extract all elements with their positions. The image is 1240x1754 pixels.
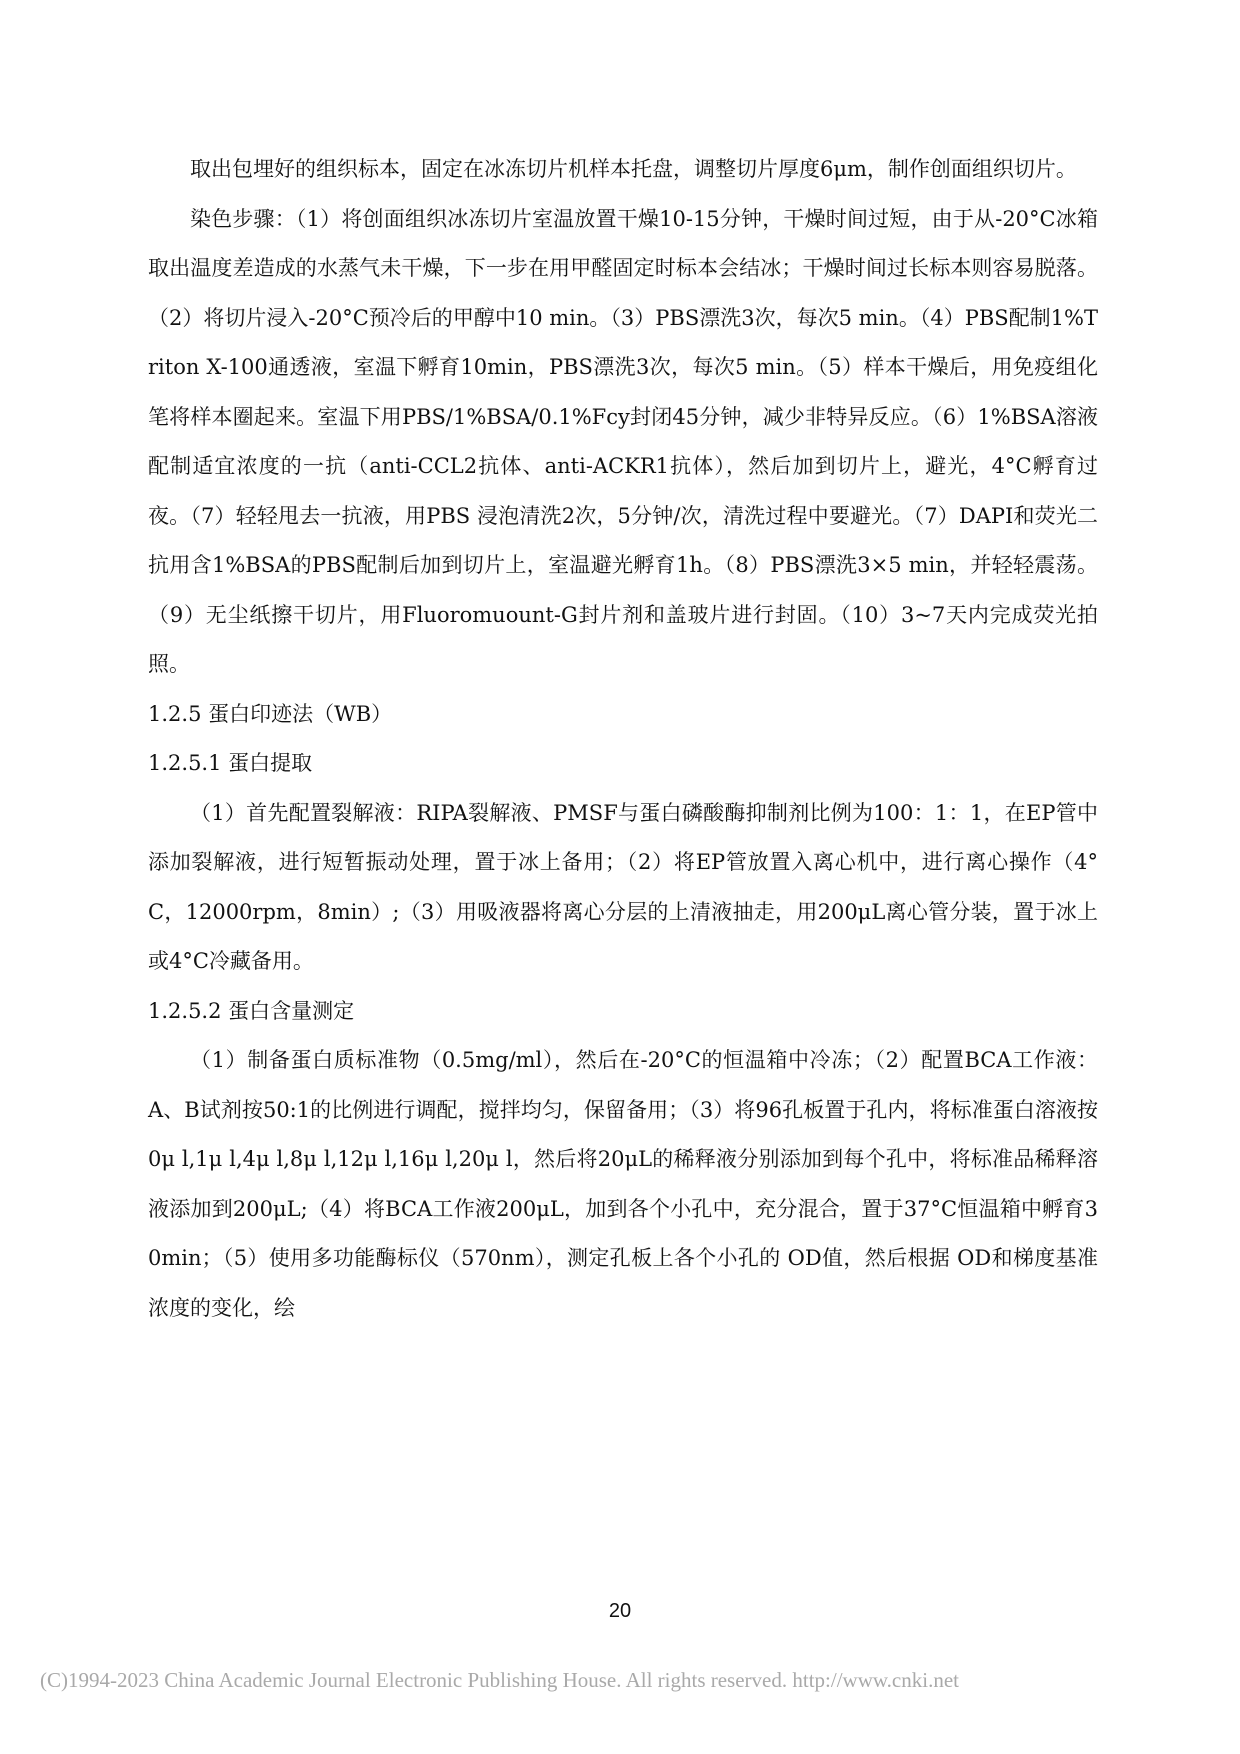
subsection-heading-protein-extraction: 1.2.5.1 蛋白提取 — [148, 751, 313, 775]
paragraph-protein-quantification: （1）制备蛋白质标准物（0.5mg/ml），然后在-20°C的恒温箱中冷冻；（2）配置BCA工作液：A、B试剂按50:1的比例进行调配，搅拌均匀，保留备用；（3）将96孔板置于孔内，将标准蛋白溶液按0μ l,1μ l,4μ l,8μ l,12μ l,16μ l,20μ l，然后将20μL的稀释液分别添加到每个孔中，将标准品稀释溶液添加到200μL;（4）将BCA工作液200μL，加到各个小孔中，充分混合，置于37°C恒温箱中孵育30min；（5）使用多功能酶标仪（570nm），测定孔板上各个小孔的 OD值，然后根据 OD和梯度基准浓度的变化，绘 — [148, 1048, 1098, 1320]
page-body — [148, 145, 1098, 1333]
section-heading-wb: 1.2.5 蛋白印迹法（WB） — [148, 701, 393, 726]
paragraph-staining-steps: 染色步骤：（1）将创面组织冰冻切片室温放置干燥10-15分钟，干燥时间过短，由于从-20°C冰箱取出温度差造成的水蒸气未干燥，下一步在用甲醛固定时标本会结冰；干燥时间过长标本则容易脱落。（2）将切片浸入-20°C预冷后的甲醇中10 min。（3）PBS漂洗3次，每次5 min。（4）PBS配制1%Triton X-100通透液，室温下孵育10min，PBS漂洗3次，每次5 min。（5）样本干燥后，用免疫组化笔将样本圈起来。室温下用PBS/1%BSA/0.1%Fcy封闭45分钟，减少非特异反应。（6）1%BSA溶液配制适宜浓度的一抗（anti-CCL2抗体、anti-ACKR1抗体），然后加到切片上，避光，4°C孵育过夜。（7）轻轻甩去一抗液，用PBS 浸泡清洗2次，5分钟/次，清洗过程中要避光。（7）DAPI和荧光二抗用含1%BSA的PBS配制后加到切片上，室温避光孵育1h。（8）PBS漂洗3×5 min，并轻轻震荡。（9）无尘纸擦干切片，用Fluoromuount-G封片剂和盖玻片进行封固。（10）3~7天内完成荧光拍照。 — [148, 206, 1098, 676]
paragraph-sectioning: 取出包埋好的组织标本，固定在冰冻切片机样本托盘，调整切片厚度6μm，制作创面组织切片。 — [190, 157, 1077, 181]
page-number: 20 — [608, 1600, 632, 1622]
paragraph-protein-extraction: （1）首先配置裂解液：RIPA裂解液、PMSF与蛋白磷酸酶抑制剂比例为100：1：1，在EP管中添加裂解液，进行短暂振动处理，置于冰上备用；（2）将EP管放置入离心机中，进行离心操作（4°C，12000rpm，8min）;（3）用吸液器将离心分层的上清液抽走，用200μL离心管分装，置于冰上或4°C冷藏备用。 — [148, 800, 1098, 973]
subsection-heading-protein-quantification: 1.2.5.2 蛋白含量测定 — [148, 998, 355, 1023]
copyright-notice: (C)1994-2023 China Academic Journal Electronic Publishing House. All rights reserved. http://www.cnki.net — [40, 1668, 959, 1692]
